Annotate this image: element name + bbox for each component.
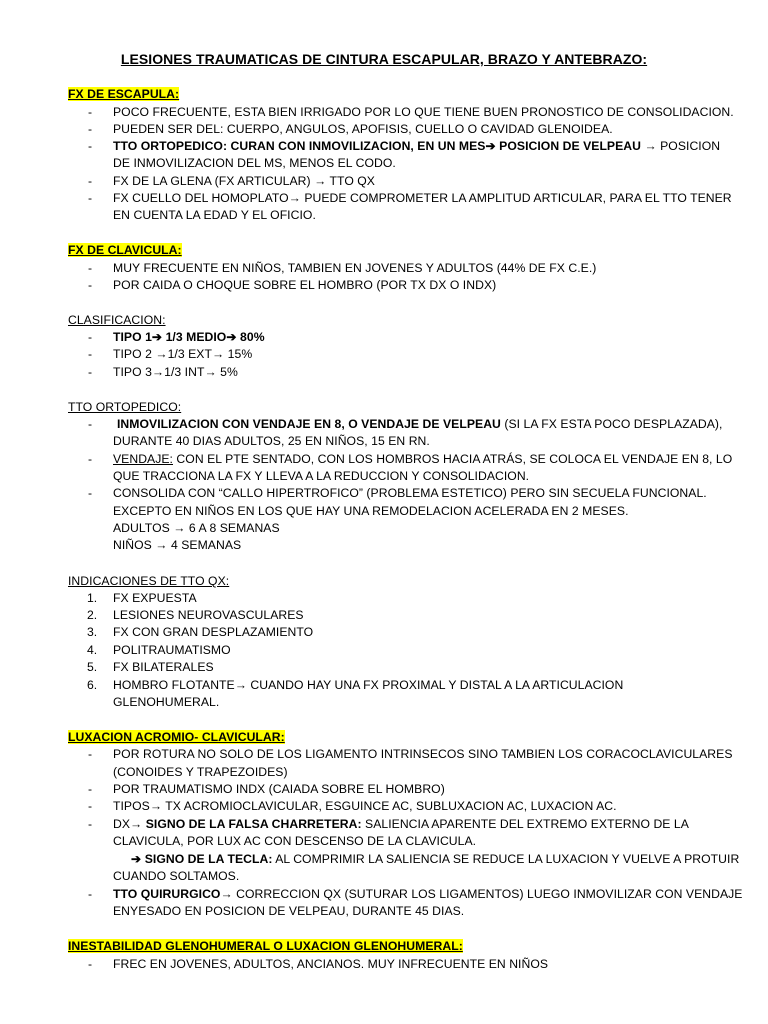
bullet-dash: - (88, 261, 93, 275)
luxacion-ac-item-4-tecla: ➔ SIGNO DE LA TECLA: AL COMPRIMIR LA SALIENCIA SE REDUCE LA LUXACION Y VUELVE A PROTUIR (131, 852, 740, 866)
section-heading-inestabilidad: INESTABILIDAD GLENOHUMERAL O LUXACION GLENOHUMERAL: (68, 939, 463, 953)
bullet-dash: - (88, 174, 93, 188)
tto-item-3-adultos: ADULTOS → 6 A 8 SEMANAS (113, 521, 280, 535)
section-heading-clavicula: FX DE CLAVICULA: (68, 243, 182, 257)
clasificacion-tipo-1: TIPO 1➔ 1/3 MEDIO➔ 80% (113, 330, 265, 344)
section-heading-tto-ortopedico: TTO ORTOPEDICO: (68, 400, 182, 414)
section-heading-clasificacion: CLASIFICACION: (68, 313, 166, 327)
bold-arrow-icon: ➔ (131, 852, 142, 866)
clavicula-item-1: MUY FRECUENTE EN NIÑOS, TAMBIEN EN JOVENES Y ADULTOS (44% DE FX C.E.) (113, 261, 597, 275)
escapula-item-4: FX DE LA GLENA (FX ARTICULAR) → TTO QX (113, 174, 375, 188)
bullet-dash: - (88, 887, 93, 901)
arrow-icon: → (173, 521, 186, 535)
tto-item-2: VENDAJE: CON EL PTE SENTADO, CON LOS HOMBROS HACIA ATRÁS, SE COLOCA EL VENDAJE EN 8, LO (113, 452, 733, 466)
indicaciones-item-2: LESIONES NEUROVASCULARES (113, 608, 304, 622)
luxacion-ac-item-3: TIPOS→ TX ACROMIOCLAVICULAR, ESGUINCE AC, SUBLUXACION AC, LUXACION AC. (113, 799, 617, 813)
bold-arrow-icon: ➔ (226, 330, 237, 344)
inestabilidad-item-1: FREC EN JOVENES, ADULTOS, ANCIANOS. MUY INFRECUENTE EN NIÑOS (113, 957, 549, 971)
bullet-dash: - (88, 105, 93, 119)
list-number: 5. (87, 660, 98, 674)
bullet-dash: - (88, 817, 93, 831)
tto-item-1: INMOVILIZACION CON VENDAJE EN 8, O VENDAJE DE VELPEAU (SI LA FX ESTA POCO DESPLAZADA), (117, 417, 723, 431)
bullet-dash: - (88, 278, 93, 292)
indicaciones-item-5: FX BILATERALES (113, 660, 214, 674)
arrow-icon: → (155, 347, 168, 361)
escapula-item-3-cont: DE INMOVILIZACION DEL MS, MENOS EL CODO. (113, 156, 396, 170)
arrow-icon: → (314, 174, 327, 188)
luxacion-ac-item-4: DX→ SIGNO DE LA FALSA CHARRETERA: SALIENCIA APARENTE DEL EXTREMO EXTERNO DE LA (113, 817, 689, 831)
list-number: 2. (87, 608, 98, 622)
bullet-dash: - (88, 139, 93, 153)
bullet-dash: - (88, 486, 93, 500)
arrow-icon: → (149, 799, 163, 813)
indicaciones-item-6-cont: GLENOHUMERAL. (113, 695, 220, 709)
arrow-icon: → (130, 817, 143, 831)
list-number: 1. (87, 591, 98, 605)
bullet-dash: - (88, 452, 93, 466)
bullet-dash: - (88, 347, 93, 361)
luxacion-ac-item-5: TTO QUIRURGICO→ CORRECCION QX (SUTURAR LOS LIGAMENTOS) LUEGO INMOVILIZAR CON VENDAJE (113, 887, 743, 901)
arrow-icon: → (644, 139, 657, 153)
bullet-dash: - (88, 747, 93, 761)
tto-item-3-ninos: NIÑOS → 4 SEMANAS (113, 538, 242, 552)
section-heading-luxacion-ac: LUXACION ACROMIO- CLAVICULAR: (68, 730, 285, 744)
luxacion-ac-item-1: POR ROTURA NO SOLO DE LOS LIGAMENTO INTRINSECOS SINO TAMBIEN LOS CORACOCLAVICULARES (113, 747, 733, 761)
clavicula-item-2: POR CAIDA O CHOQUE SOBRE EL HOMBRO (POR TX DX O INDX) (113, 278, 497, 292)
arrow-icon: → (204, 365, 217, 379)
bold-arrow-icon: ➔ (485, 139, 496, 153)
escapula-item-2: PUEDEN SER DEL: CUERPO, ANGULOS, APOFISIS, CUELLO O CAVIDAD GLENOIDEA. (113, 122, 613, 136)
bullet-dash: - (88, 191, 93, 205)
bullet-dash: - (88, 782, 93, 796)
list-number: 4. (87, 643, 98, 657)
luxacion-ac-item-4-tecla-cont: CUANDO SOLTAMOS. (113, 869, 240, 883)
bullet-dash: - (88, 957, 93, 971)
tto-item-3-cont: EXCEPTO EN NIÑOS EN LOS QUE HAY UNA REMODELACION ACELERADA EN 2 MESES. (113, 504, 629, 518)
bullet-dash: - (88, 122, 93, 136)
page-title: LESIONES TRAUMATICAS DE CINTURA ESCAPULAR, BRAZO Y ANTEBRAZO: (120, 51, 648, 67)
arrow-icon: → (151, 365, 165, 379)
clasificacion-tipo-3: TIPO 3→1/3 INT→ 5% (113, 365, 238, 379)
clasificacion-tipo-2: TIPO 2 →1/3 EXT→ 15% (113, 347, 253, 361)
luxacion-ac-item-5-cont: ENYESADO EN POSICION DE VELPEAU, DURANTE 45 DIAS. (113, 904, 465, 918)
escapula-item-5: FX CUELLO DEL HOMOPLATO→ PUEDE COMPROMETER LA AMPLITUD ARTICULAR, PARA EL TTO TENER (113, 191, 732, 205)
tto-item-1-cont: DURANTE 40 DIAS ADULTOS, 25 EN NIÑOS, 15 EN RN. (113, 434, 430, 448)
bullet-dash: - (88, 365, 93, 379)
bullet-dash: - (88, 799, 93, 813)
escapula-item-1: POCO FRECUENTE, ESTA BIEN IRRIGADO POR LO QUE TIENE BUEN PRONOSTICO DE CONSOLIDACION. (113, 105, 734, 119)
escapula-item-3: TTO ORTOPEDICO: CURAN CON INMOVILIZACION, EN UN MES➔ POSICION DE VELPEAU → POSICION (113, 139, 721, 153)
escapula-item-5-cont: EN CUENTA LA EDAD Y EL OFICIO. (113, 208, 316, 222)
arrow-icon: → (155, 538, 168, 552)
bullet-dash: - (88, 417, 93, 431)
indicaciones-item-1: FX EXPUESTA (113, 591, 197, 605)
luxacion-ac-item-2: POR TRAUMATISMO INDX (CAIADA SOBRE EL HOMBRO) (113, 782, 445, 796)
indicaciones-item-6: HOMBRO FLOTANTE→ CUANDO HAY UNA FX PROXIMAL Y DISTAL A LA ARTICULACION (113, 678, 624, 692)
bold-arrow-icon: ➔ (151, 330, 163, 344)
tto-item-3: CONSOLIDA CON “CALLO HIPERTROFICO” (PROBLEMA ESTETICO) PERO SIN SECUELA FUNCIONAL. (113, 486, 707, 500)
arrow-icon: → (288, 191, 301, 205)
bullet-dash: - (88, 330, 93, 344)
indicaciones-item-3: FX CON GRAN DESPLAZAMIENTO (113, 625, 314, 639)
arrow-icon: → (211, 347, 225, 361)
tto-item-2-cont: QUE TRACCIONA LA FX Y LLEVA A LA REDUCCION Y CONSOLIDACION. (113, 469, 530, 483)
luxacion-ac-item-1-cont: (CONOIDES Y TRAPEZOIDES) (113, 765, 288, 779)
section-heading-escapula: FX DE ESCAPULA: (68, 87, 180, 101)
list-number: 6. (87, 678, 98, 692)
arrow-icon: → (234, 678, 247, 692)
luxacion-ac-item-4-cont: CLAVICULA, POR LUX AC CON DESCENSO DE LA CLAVICULA. (113, 834, 477, 848)
indicaciones-item-4: POLITRAUMATISMO (113, 643, 231, 657)
arrow-icon: → (220, 887, 233, 901)
section-heading-indicaciones: INDICACIONES DE TTO QX: (68, 574, 230, 588)
list-number: 3. (87, 625, 98, 639)
